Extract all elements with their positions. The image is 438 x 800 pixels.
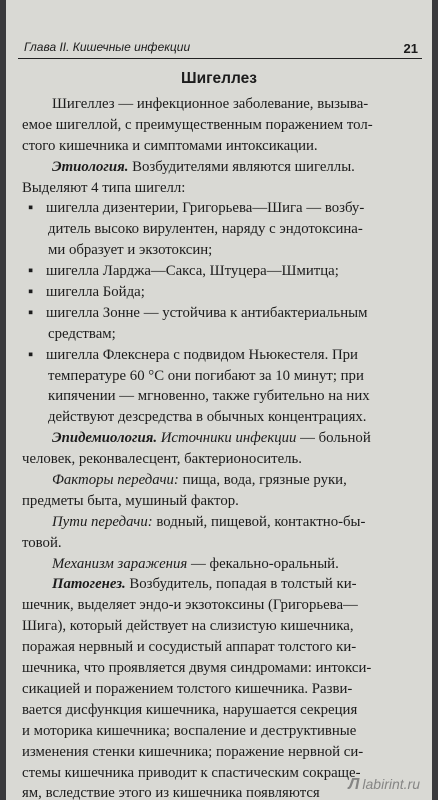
text-line: [22, 449, 432, 470]
text-span: пища, вода, грязные руки,: [178, 472, 347, 489]
section-title: Шигеллез: [181, 70, 257, 87]
text-span: действуют дезсредства в обычных концентрациях.: [48, 409, 367, 426]
bullet-item: [22, 198, 432, 219]
bullet-item: [22, 303, 432, 324]
text-line: [22, 219, 432, 240]
text-span: емое шигеллой, с преимущественным поражением тол-: [22, 116, 373, 133]
text-span: товой.: [22, 534, 62, 551]
text-span: сикацией и поражением толстого кишечника. Разви-: [22, 680, 353, 697]
text-line: [22, 470, 432, 491]
text-span: человек, реконвалесцент, бактерионоситель.: [22, 451, 302, 468]
text-span: поражая нервный и сосудистый аппарат толстого ки-: [22, 639, 357, 656]
chapter-title: Глава II. Кишечные инфекции: [24, 40, 191, 54]
text-line: [22, 637, 432, 658]
text-line: [22, 491, 432, 512]
text-line: [22, 94, 432, 115]
labirint-logo-icon: Л: [348, 776, 360, 793]
section-heading: Этиология.: [52, 158, 129, 175]
section-heading: Эпидемиология.: [52, 430, 158, 447]
text-span: Шига), который действует на слизистую кишечника,: [22, 618, 354, 635]
text-span: Возбудителями являются шигеллы.: [128, 158, 355, 175]
text-span: температуре 60 °С они погибают за 10 минут; при: [48, 367, 364, 384]
text-line: [22, 595, 432, 616]
text-line: [22, 679, 432, 700]
text-line: [22, 658, 432, 679]
text-span: водный, пищевой, контактно-бы-: [152, 513, 366, 530]
text-span: шечника, что проявляется двумя синдромами: интокси-: [22, 660, 372, 677]
bullet-icon: ▪: [28, 200, 34, 217]
bullet-icon: ▪: [28, 304, 34, 321]
bullet-item: [22, 261, 432, 282]
text-span: дитель высоко вирулентен, наряду с эндотоксина-: [48, 221, 363, 238]
text-line: [22, 700, 432, 721]
text-span: ми образует и экзотоксин;: [48, 242, 213, 259]
bullet-item: [22, 345, 432, 366]
text-line: [22, 721, 432, 742]
text-span: ям, вследствие этого из кишечника появляются: [22, 785, 320, 800]
text-span: кипячении — мгновенно, также губительно на них: [48, 388, 370, 405]
text-span: вается дисфункция кишечника, нарушается секреция: [22, 701, 358, 718]
bullet-icon: ▪: [28, 346, 34, 363]
body-text: [22, 94, 432, 800]
text-span: шигелла Ларджа—Сакса, Штуцера—Шмитца;: [46, 263, 339, 280]
text-line: [22, 157, 432, 178]
bullet-item: [22, 282, 432, 303]
bullet-icon: ▪: [28, 263, 34, 280]
text-span: Возбудитель, попадая в толстый ки-: [125, 576, 357, 593]
text-span: Шигеллез — инфекционное заболевание, вызыва-: [52, 96, 369, 112]
text-span: шигелла дизентерии, Григорьева—Шига — возбу-: [46, 200, 365, 217]
section-heading: Патогенез.: [52, 576, 126, 593]
text-span: шигелла Бойда;: [46, 284, 145, 301]
text-line: [22, 512, 432, 533]
text-line: [22, 616, 432, 637]
text-line: [22, 428, 432, 449]
running-header: [18, 36, 422, 59]
text-line: [22, 366, 432, 387]
text-span: — фекально-оральный.: [187, 555, 339, 572]
italic-term: Пути передачи:: [52, 513, 153, 530]
watermark: [348, 776, 420, 794]
text-span: шигелла Флекснера с подвидом Ньюкестеля. При: [46, 346, 358, 363]
italic-term: Источники инфекции: [160, 430, 297, 447]
italic-term: Факторы передачи:: [52, 472, 179, 489]
text-line: [22, 240, 432, 261]
text-span: шечник, выделяет эндо-и экзотоксины (Григорьева—: [22, 597, 358, 614]
text-line: [22, 136, 432, 157]
text-span: — больной: [296, 430, 371, 447]
text-span: предметы быта, мушиный фактор.: [22, 492, 239, 509]
text-line: [22, 386, 432, 407]
text-span: стемы кишечника приводит к спастическим сокраще-: [22, 764, 361, 781]
bullet-icon: ▪: [28, 284, 34, 301]
text-line: [22, 533, 432, 554]
text-line: [22, 324, 432, 345]
text-line: [22, 178, 432, 199]
book-page: [6, 0, 432, 800]
text-line: [22, 554, 432, 575]
text-span: средствам;: [48, 325, 116, 342]
watermark-text: labirint.ru: [362, 776, 420, 792]
page-number: 21: [403, 41, 418, 56]
text-line: [22, 742, 432, 763]
text-span: шигелла Зонне — устойчива к антибактериальным: [46, 304, 368, 321]
text-span: стого кишечника и симптомами интоксикации.: [22, 137, 318, 154]
text-span: и моторика кишечника; воспаление и деструктивные: [22, 722, 357, 739]
text-line: [22, 115, 432, 136]
text-line: [22, 407, 432, 428]
text-span: изменения стенки кишечника; поражение нервной си-: [22, 743, 364, 760]
italic-term: Механизм заражения: [52, 555, 188, 572]
text-line: [22, 574, 432, 595]
text-span: Выделяют 4 типа шигелл:: [22, 179, 186, 196]
